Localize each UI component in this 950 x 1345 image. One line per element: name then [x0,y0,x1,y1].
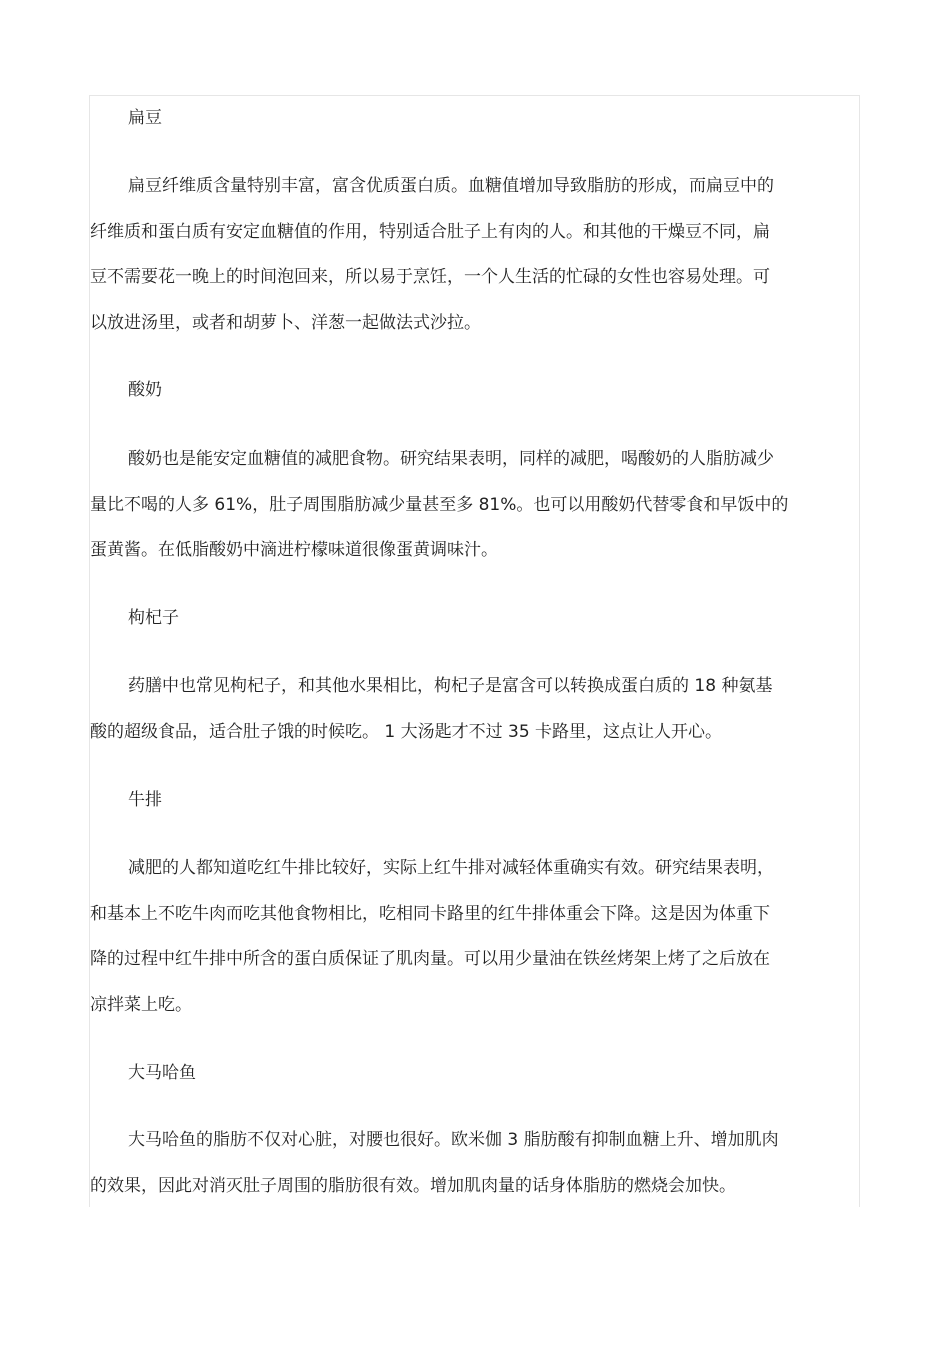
paragraph-line: 的效果，因此对消灭肚子周围的脂肪很有效。增加肌肉量的话身体脂肪的燃烧会加快。 [90,1175,736,1196]
paragraph-line: 量比不喝的人多 61%，肚子周围脂肪减少量甚至多 81%。也可以用酸奶代替零食和早饭中的 [90,494,789,515]
paragraph-line: 扁豆纤维质含量特别丰富，富含优质蛋白质。血糖值增加导致脂肪的形成，而扁豆中的 [128,176,774,196]
paragraph-line: 蛋黄酱。在低脂酸奶中滴进柠檬味道很像蛋黄调味汁。 [90,540,498,560]
document-page [89,95,860,1207]
section-heading: 大马哈鱼 [128,1063,196,1083]
paragraph-line: 和基本上不吃牛肉而吃其他食物相比，吃相同卡路里的红牛排体重会下降。这是因为体重下 [90,903,770,924]
section-heading: 牛排 [128,790,162,810]
paragraph-line: 纤维质和蛋白质有安定血糖值的作用，特别适合肚子上有肉的人。和其他的干燥豆不同，扁 [90,221,770,242]
section-heading: 枸杞子 [128,608,179,628]
section-paragraph [90,1118,861,1209]
paragraph-line: 酸的超级食品，适合肚子饿的时候吃。 1 大汤匙才不过 35 卡路里，这点让人开心。 [90,721,723,742]
paragraph-line: 豆不需要花一晚上的时间泡回来，所以易于烹饪，一个人生活的忙碌的女性也容易处理。可 [90,267,770,287]
section-heading: 酸奶 [128,380,162,400]
paragraph-line: 凉拌菜上吃。 [90,994,192,1015]
section-paragraph [90,664,861,755]
section-heading: 扁豆 [128,108,162,128]
paragraph-line: 药膳中也常见枸杞子，和其他水果相比，枸杞子是富含可以转换成蛋白质的 18 种氨基 [128,676,773,696]
paragraph-line: 以放进汤里，或者和胡萝卜、洋葱一起做法式沙拉。 [90,312,481,333]
paragraph-line: 减肥的人都知道吃红牛排比较好，实际上红牛排对减轻体重确实有效。研究结果表明， [128,858,774,878]
paragraph-line: 酸奶也是能安定血糖值的减肥食物。研究结果表明，同样的减肥，喝酸奶的人脂肪减少 [128,449,774,469]
section-paragraph [90,437,861,574]
section-paragraph [90,164,861,346]
paragraph-line: 降的过程中红牛排中所含的蛋白质保证了肌肉量。可以用少量油在铁丝烤架上烤了之后放在 [90,949,770,969]
section-paragraph [90,846,861,1028]
paragraph-line: 大马哈鱼的脂肪不仅对心脏，对腰也很好。欧米伽 3 脂肪酸有抑制血糖上升、增加肌肉 [128,1130,779,1150]
